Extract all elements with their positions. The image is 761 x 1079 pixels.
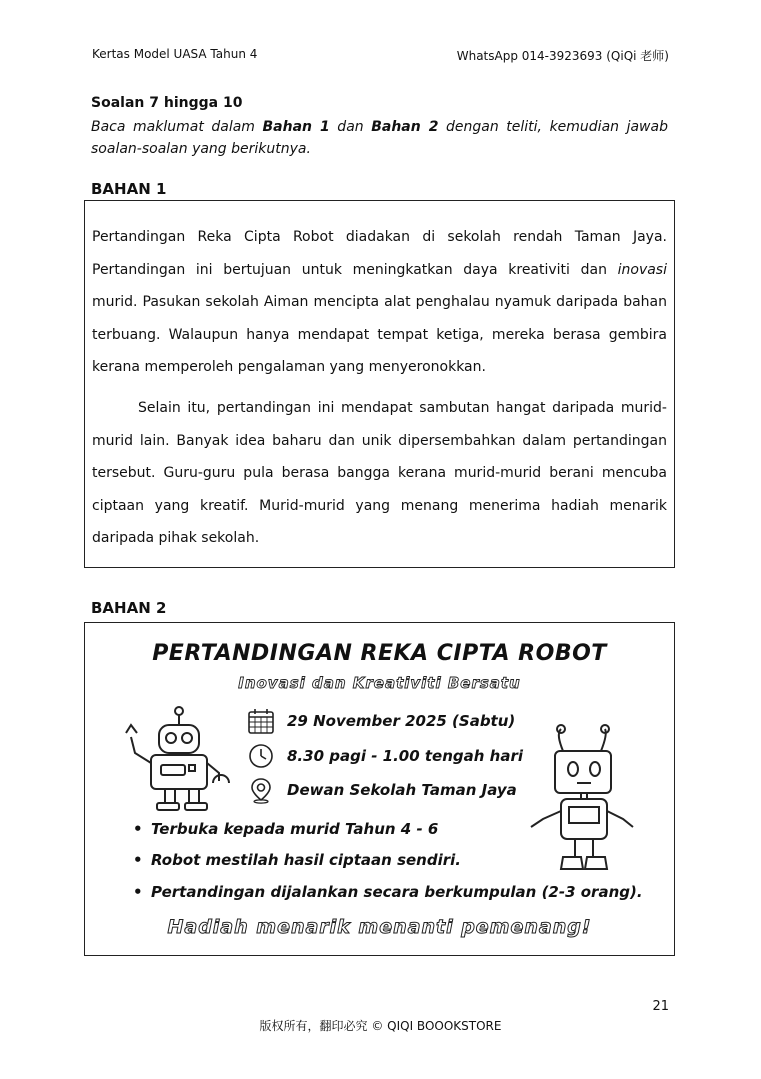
header-right-text: WhatsApp 014-3923693 (QiQi 老师) xyxy=(456,49,669,63)
poster-title: PERTANDINGAN REKA CIPTA ROBOT xyxy=(152,641,607,666)
clock-icon xyxy=(247,742,275,770)
poster-bullet-2: • Robot mestilah hasil ciptaan sendiri. xyxy=(133,851,461,869)
location-pin-icon xyxy=(247,776,275,804)
poster-venue: Dewan Sekolah Taman Jaya xyxy=(287,781,517,799)
poster-bullet-1: • Terbuka kepada murid Tahun 4 - 6 xyxy=(133,820,438,838)
bahan1-text-box xyxy=(84,200,675,568)
poster-footer: Hadiah menarik menanti pemenang! xyxy=(167,916,592,938)
question-title: Soalan 7 hingga 10 xyxy=(91,95,243,111)
robot-right-illustration xyxy=(521,723,641,883)
calendar-icon xyxy=(247,707,275,735)
poster-venue-row xyxy=(247,776,517,804)
bahan2-label: BAHAN 2 xyxy=(91,599,167,617)
header-left-text: Kertas Model UASA Tahun 4 xyxy=(92,47,258,61)
bahan1-label: BAHAN 1 xyxy=(91,180,167,198)
copyright-footer: 版权所有，翻印必究 © QIQI BOOOKSTORE xyxy=(259,1019,502,1033)
bahan1-ref: Bahan 1 xyxy=(262,119,330,135)
bahan1-paragraph-1: Pertandingan Reka Cipta Robot diadakan di sekolah rendah Taman Jaya. Pertandingan ini bertujuan untuk meningkatkan daya kreativiti dan inovasi murid. Pasukan sekolah Aiman mencipta alat penghalau nyamuk daripada bahan terbuang. Walaupun hanya mendapat tempat ketiga, mereka berasa gembira kerana memperoleh pengalaman yang menyeronokkan. xyxy=(92,229,667,375)
bahan1-paragraph-2: Selain itu, pertandingan ini mendapat sambutan hangat daripada murid-murid lain. Banyak idea baharu dan unik dipersembahkan dalam pertandingan tersebut. Guru-guru pula berasa bangga kerana murid-murid berani mencuba ciptaan yang kreatif. Murid-murid yang menang menerima hadiah menarik daripada pihak sekolah. xyxy=(92,400,667,546)
poster-date: 29 November 2025 (Sabtu) xyxy=(287,712,516,730)
bahan2-ref: Bahan 2 xyxy=(371,119,439,135)
page-number: 21 xyxy=(652,999,669,1014)
poster-subtitle: Inovasi dan Kreativiti Bersatu xyxy=(238,674,521,692)
poster-date-row xyxy=(247,707,515,735)
robot-left-illustration xyxy=(123,703,241,813)
poster-time: 8.30 pagi - 1.00 tengah hari xyxy=(287,747,523,765)
poster-bullet-3: • Pertandingan dijalankan secara berkumpulan (2-3 orang). xyxy=(133,883,643,901)
bahan2-poster xyxy=(84,622,675,956)
question-instruction: Baca maklumat dalam Bahan 1 dan Bahan 2 dengan teliti, kemudian jawab soalan-soalan yang berikutnya. xyxy=(91,119,668,157)
poster-time-row xyxy=(247,742,523,770)
